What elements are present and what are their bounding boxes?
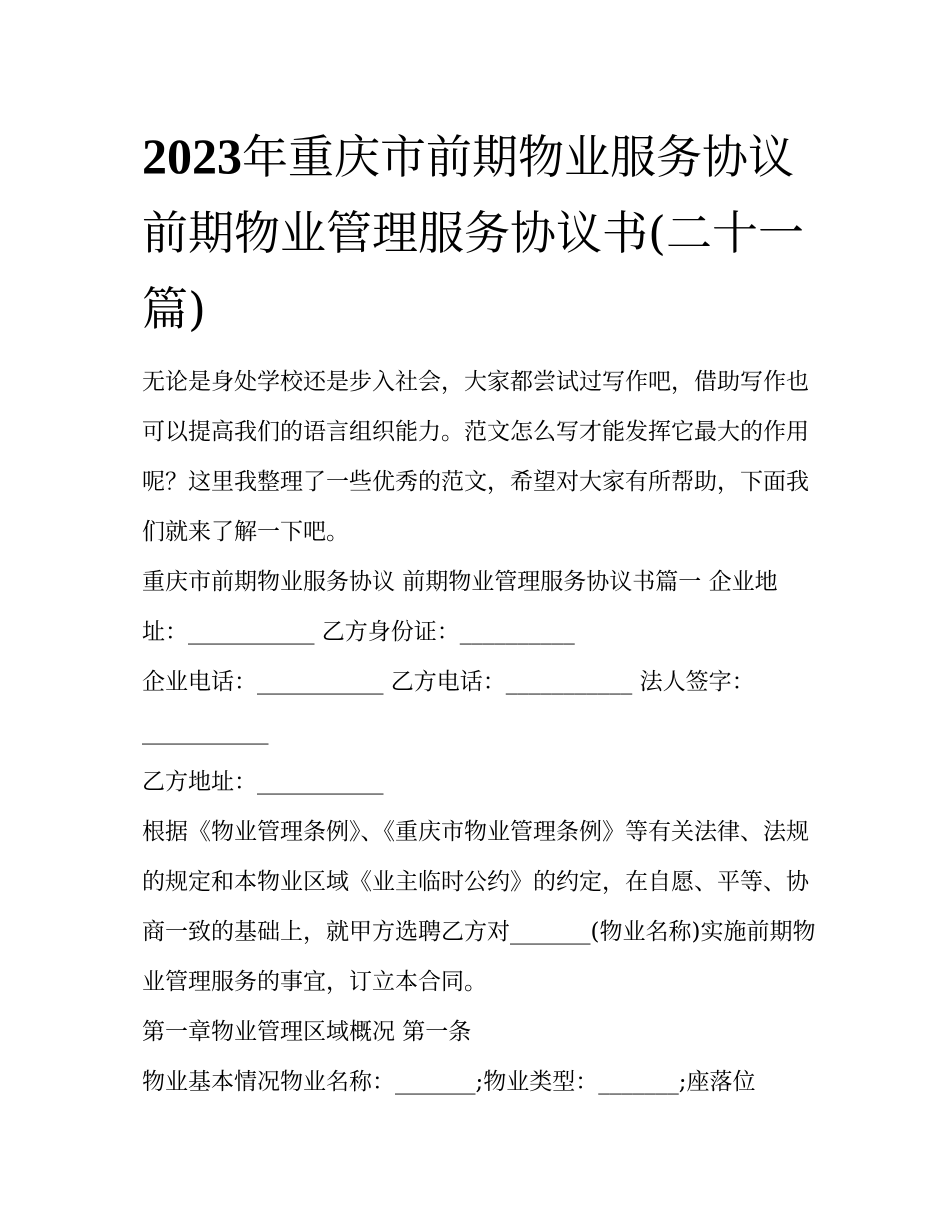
contract-header-line: 重庆市前期物业服务协议 前期物业管理服务协议书篇一 企业地址：___________ 乙方身份证：__________ (142, 569, 778, 645)
intro-paragraph: 无论是身处学校还是步入社会，大家都尝试过写作吧，借助写作也可以提高我们的语言组织能力。范文怎么写才能发挥它最大的作用呢？这里我整理了一些优秀的范文，希望对大家有所帮助，下面我们就来了解一下吧。 (142, 369, 809, 545)
contact-phone-line: 企业电话：___________ 乙方电话：___________ 法人签字：___________ (142, 669, 755, 745)
document-title (142, 118, 817, 347)
property-info-line: 物业基本情况物业名称：_______;物业类型：_______;座落位 (142, 1069, 756, 1095)
document-page (142, 118, 817, 1107)
legal-basis-paragraph: 根据《物业管理条例》、《重庆市物业管理条例》等有关法律、法规的规定和本物业区域《业主临时公约》的约定，在自愿、平等、协商一致的基础上，就甲方选聘乙方对_______(物业名称)实施前期物业管理服务的事宜，订立本合同。 (142, 819, 816, 995)
document-body (142, 357, 817, 1107)
chapter-one-heading: 第一章物业管理区域概况 第一条 (142, 1019, 472, 1045)
party-b-address-line: 乙方地址：___________ (142, 769, 384, 795)
title-text: 年重庆市前期物业服务协议 前期物业管理服务协议书(二十一篇) (142, 130, 804, 336)
title-year: 2023 (142, 128, 242, 184)
